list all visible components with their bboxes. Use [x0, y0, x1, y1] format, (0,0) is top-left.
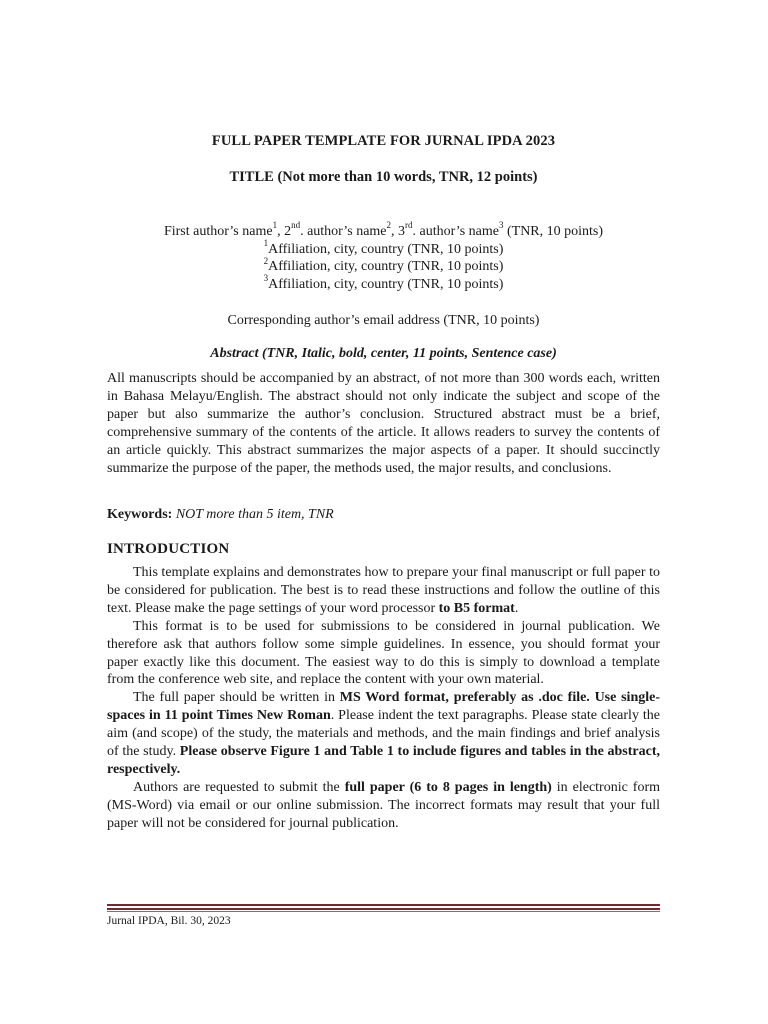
keywords-label: Keywords: — [107, 507, 173, 522]
affiliation-1 — [107, 238, 660, 259]
intro-p4-text: Authors are requested to submit the — [133, 779, 345, 795]
intro-paragraph-1 — [107, 564, 660, 618]
footer-rule-line — [107, 904, 660, 906]
footer-rule-line — [107, 911, 660, 912]
affiliation-3-text: Affiliation, city, country (TNR, 10 points) — [268, 277, 504, 293]
author-1-name: First author’s name — [163, 224, 273, 239]
intro-paragraph-2: This format is to be used for submissions to be considered in journal publication. We therefore ask that authors follow some simple guidelines. In essence, you should format your paper exactly like this document. The easiest way to do this is simply to download a template from the conference web site, and replace the content with your own material. — [107, 618, 660, 688]
author-block — [107, 220, 660, 294]
paper-title: TITLE (Not more than 10 words, TNR, 12 points) — [229, 169, 538, 185]
intro-paragraph-4 — [107, 779, 660, 833]
affiliation-1-sup: 1 — [263, 238, 269, 249]
author-2-sup: 2 — [386, 220, 392, 231]
intro-p1-text: This template explains and demonstrates how to prepare your final manuscript or full paper to be considered for publication. The best is to read these instructions and follow the outline of this text. Please make the page settings of your word processor — [107, 565, 660, 616]
author-1-sup: 1 — [272, 220, 278, 231]
affiliation-2 — [107, 255, 660, 276]
intro-p1-end: . — [514, 600, 519, 616]
corresponding-email: Corresponding author’s email address (TNR, 10 points) — [227, 313, 540, 328]
introduction-heading: INTRODUCTION — [107, 541, 230, 557]
footer-journal-info: Jurnal IPDA, Bil. 30, 2023 — [107, 915, 231, 927]
author-2-ordinal: nd — [291, 220, 301, 231]
author-2-name: . author’s name — [300, 224, 387, 239]
author-line — [107, 220, 660, 241]
affiliation-2-sup: 2 — [263, 255, 269, 266]
intro-paragraph-3 — [107, 689, 660, 779]
document-title: FULL PAPER TEMPLATE FOR JURNAL IPDA 2023 — [211, 133, 556, 149]
abstract-body: All manuscripts should be accompanied by an abstract, of not more than 300 words each, written in Bahasa Melayu/English. The abstract should not only indicate the subject and scope of the paper but also summarize the author’s conclusion. Structured abstract must be a brief, comprehensive summary of the contents of the article. It allows readers to survey the contents of an article quickly. This abstract summarizes the major aspects of a paper. It should succinctly summarize the purpose of the paper, the methods used, the major results, and conclusions. — [107, 371, 660, 476]
introduction-body — [107, 564, 660, 833]
keywords-line — [107, 507, 660, 523]
intro-p3-bold-2: Please observe Figure 1 and Table 1 to include figures and tables in the abstract, respectively. — [107, 744, 660, 777]
intro-p3-text-2: . Please indent the text paragraphs. Please state clearly the aim (and scope) of the study, the materials and methods, and the main findings and brief analysis of the study. — [107, 708, 660, 760]
intro-p1-bold: to B5 format — [438, 600, 515, 616]
author-separator: , 3 — [391, 224, 406, 239]
intro-p4-bold: full paper (6 to 8 pages in length) — [344, 779, 552, 795]
footer-rule-line — [107, 908, 660, 910]
author-3-sup: 3 — [498, 220, 504, 231]
affiliation-3-sup: 3 — [263, 273, 269, 284]
author-3-name: . author’s name — [412, 224, 499, 239]
author-format-note: (TNR, 10 points) — [503, 224, 604, 239]
author-separator: , 2 — [277, 224, 292, 239]
abstract-heading: Abstract (TNR, Italic, bold, center, 11 points, Sentence case) — [210, 346, 557, 361]
footer-rule — [107, 904, 660, 913]
affiliation-2-text: Affiliation, city, country (TNR, 10 points) — [268, 259, 504, 275]
affiliation-3 — [107, 273, 660, 294]
affiliation-1-text: Affiliation, city, country (TNR, 10 points) — [268, 241, 504, 257]
intro-p4-text-2: in electronic form (MS-Word) via email or our online submission. The incorrect formats may result that your full paper will not be considered for journal publication. — [107, 779, 660, 831]
author-3-ordinal: rd — [405, 220, 413, 231]
keywords-value: NOT more than 5 item, TNR — [172, 507, 334, 522]
intro-p3-text: The full paper should be written in — [133, 690, 340, 706]
intro-p3-bold: MS Word format, preferably as .doc file. Use single-spaces in 11 point Times New Roman — [107, 690, 660, 724]
